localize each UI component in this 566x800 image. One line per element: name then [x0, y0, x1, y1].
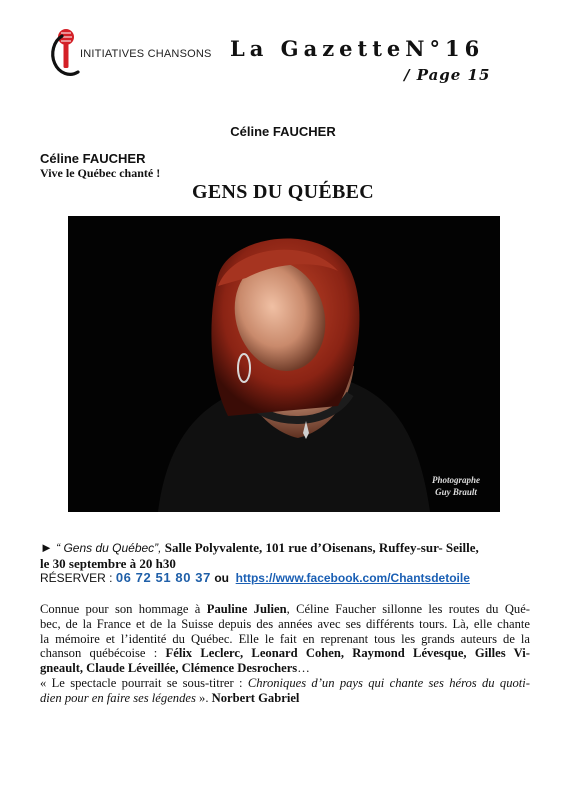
photo-credit	[432, 474, 480, 498]
event-show-title: “ Gens du Québec”,	[56, 541, 162, 555]
reserve-label: RÉSERVER :	[40, 571, 113, 585]
event-venue: Salle Polyvalente, 101 rue d’Oisenans, Ruffey-sur- Seille,	[161, 540, 479, 555]
facebook-link[interactable]: https://www.facebook.com/Chantsdetoile	[235, 571, 470, 585]
gazette-title: La GazetteN°16	[230, 36, 485, 61]
event-line	[40, 540, 479, 556]
body-line-6: « Le spectacle pourrait se sous-titrer : Chroniques d’un pays qui chante ses héros du quoti-	[40, 675, 530, 690]
reservation-line	[40, 570, 470, 585]
artist-name: Céline FAUCHER	[40, 151, 146, 166]
body-line-1: Connue pour son hommage à Pauline Julien, Céline Faucher sillonne les routes du Qué-	[40, 602, 530, 616]
or-word: ou	[214, 571, 229, 585]
performer-photo	[68, 216, 500, 512]
phone-number[interactable]: 06 72 51 80 37	[115, 570, 211, 585]
body-line-5: gneault, Claude Léveillée, Clémence Desrochers…	[40, 661, 310, 676]
event-date: le 30 septembre à 20 h30	[40, 556, 176, 571]
tagline: Vive le Québec chanté !	[40, 166, 161, 180]
body-line-4: chanson québécoise : Félix Leclerc, Leonard Cohen, Raymond Lévesque, Gilles Vi-	[40, 646, 530, 661]
arrow-icon: ►	[40, 540, 53, 555]
logo-text: INITIATIVES CHANSONS	[80, 48, 212, 60]
article-body	[40, 602, 530, 706]
photo-credit-line2: Guy Brault	[435, 487, 477, 497]
body-line-7: dien pour en faire ses légendes ». Norbert Gabriel	[40, 690, 300, 705]
performer-photo-illustration	[68, 216, 500, 512]
page-number: / Page 15	[404, 66, 491, 84]
article-header-artist: Céline FAUCHER	[230, 124, 336, 139]
body-line-3: la mémoire et l’identité du Québec. Elle le fait en reprenant tous les grands auteurs de la	[40, 631, 530, 646]
photo-credit-line1: Photographe	[431, 475, 480, 485]
microphone-icon	[58, 29, 74, 68]
show-title: GENS DU QUÉBEC	[191, 181, 374, 203]
body-line-2: bec, de la France et de la Suisse depuis des années avec ses différents tours. Là, elle chante	[40, 616, 530, 631]
